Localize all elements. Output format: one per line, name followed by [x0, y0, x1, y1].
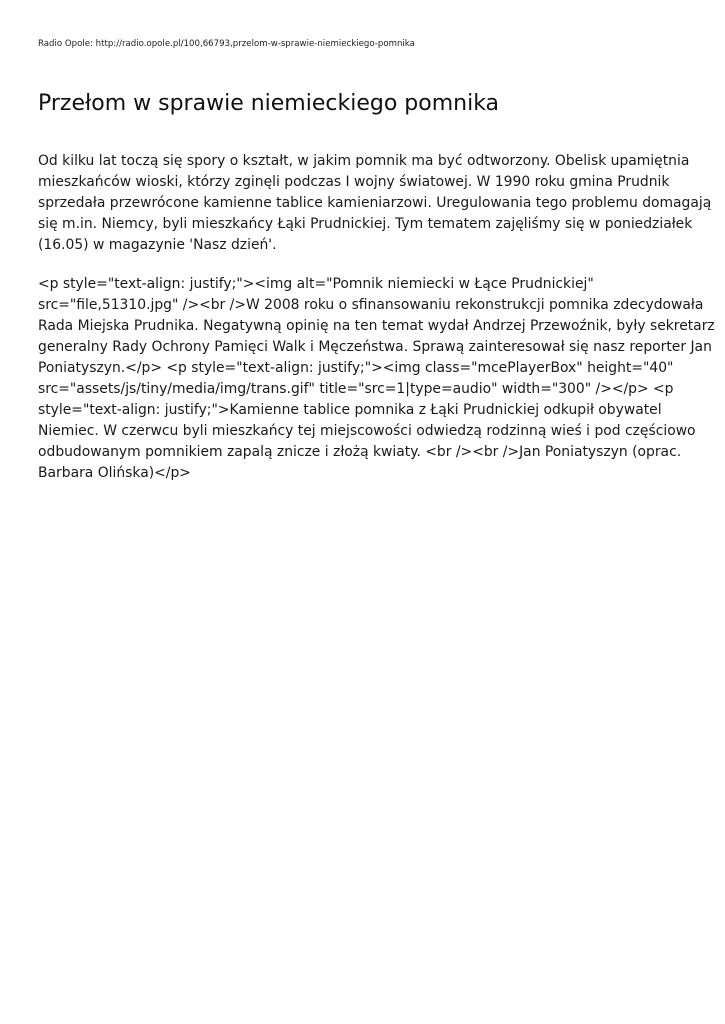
paragraph-line: sprzedała przewrócone kamienne tablice kamieniarzowi. Uregulowania tego problemu domagają: [38, 195, 712, 211]
paragraph-line: generalny Rady Ochrony Pamięci Walk i Męczeństwa. Sprawą zainteresował się nasz reporter Jan: [38, 339, 712, 355]
paragraph-line: style="text-align: justify;">Kamienne tablice pomnika z Łąki Prudnickiej odkupił obywatel: [38, 402, 662, 418]
paragraph-line: src="file,51310.jpg" /><br />W 2008 roku o sfinansowaniu rekonstrukcji pomnika zdecydowała: [38, 297, 704, 313]
paragraph-line: mieszkańców wioski, którzy zginęli podczas I wojny światowej. W 1990 roku gmina Prudnik: [38, 174, 670, 190]
paragraph-line: src="assets/js/tiny/media/img/trans.gif" title="src=1|type=audio" width="300" /></p> <p: [38, 381, 674, 397]
source-url-line: Radio Opole: http://radio.opole.pl/100,66793,przelom-w-sprawie-niemieckiego-pomnika: [38, 39, 415, 49]
paragraph-line: Poniatyszyn.</p> <p style="text-align: justify;"><img class="mcePlayerBox" height="40": [38, 360, 674, 376]
paragraph-line: (16.05) w magazynie 'Nasz dzień'.: [38, 237, 277, 253]
article-paragraph-1: [38, 151, 712, 256]
paragraph-line: Rada Miejska Prudnika. Negatywną opinię na ten temat wydał Andrzej Przewoźnik, były sekretarz: [38, 318, 715, 334]
paragraph-line: się m.in. Niemcy, byli mieszkańcy Łąki Prudnickiej. Tym tematem zajęliśmy się w poniedziałek: [38, 216, 693, 232]
article-title: Przełom w sprawie niemieckiego pomnika: [38, 91, 500, 116]
paragraph-line: <p style="text-align: justify;"><img alt="Pomnik niemiecki w Łące Prudnickiej": [38, 276, 594, 292]
article-paragraph-2: [38, 274, 715, 484]
paragraph-line: Niemiec. W czerwcu byli mieszkańcy tej miejscowości odwiedzą rodzinną wieś i pod częściowo: [38, 423, 696, 439]
paragraph-line: odbudowanym pomnikiem zapalą znicze i złożą kwiaty. <br /><br />Jan Poniatyszyn (oprac.: [38, 444, 682, 460]
paragraph-line: Barbara Olińska)</p>: [38, 465, 191, 481]
paragraph-line: Od kilku lat toczą się spory o kształt, w jakim pomnik ma być odtworzony. Obelisk upamiętnia: [38, 153, 690, 169]
